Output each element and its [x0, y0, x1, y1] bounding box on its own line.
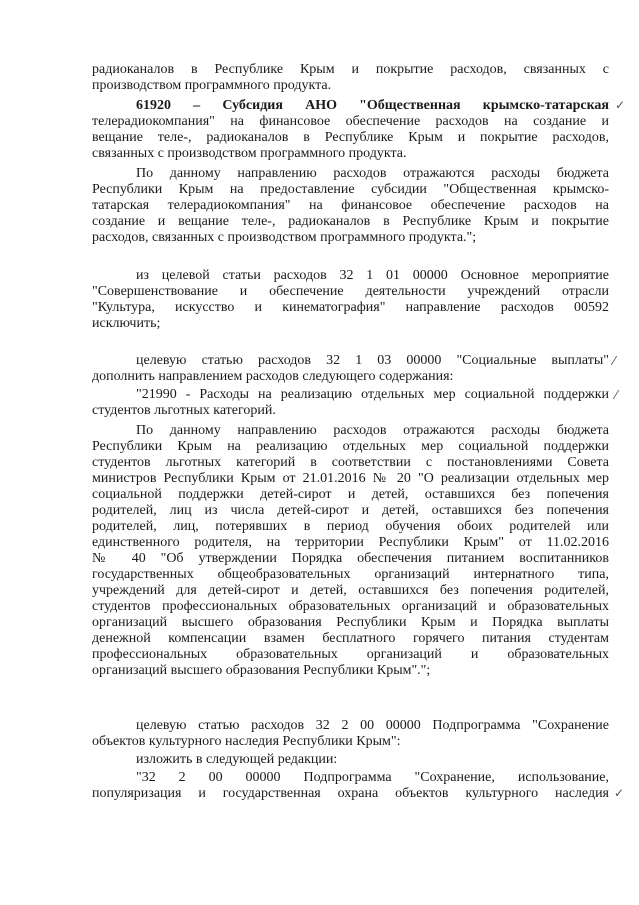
text-line: радиоканалов в Республике Крым и покрытие расходов, связанных с: [92, 62, 609, 77]
text-line: исключить;: [92, 316, 161, 331]
text-line: организаций высшего образования Республики Крым и Порядка выплаты: [92, 615, 609, 630]
text-line: социальной поддержки детей-сирот и детей, оставшихся без попечения: [92, 487, 609, 502]
text-line: целевую статью расходов 32 2 00 00000 Подпрограмма "Сохранение: [136, 718, 609, 733]
text-line: из целевой статьи расходов 32 1 01 00000 Основное мероприятие: [136, 268, 609, 283]
text-line: вещание теле-, радиоканалов в Республике Крым и покрытие расходов,: [92, 130, 609, 145]
text-line: организаций высшего образования Республики Крым".";: [92, 663, 431, 678]
text-line: целевую статью расходов 32 1 03 00000 "Социальные выплаты": [136, 353, 609, 368]
text-line: Республики Крым на реализацию отдельных мер социальной поддержки: [92, 439, 609, 454]
text-line: расходов, связанных с производством программного продукта.";: [92, 230, 477, 245]
text-line: дополнить направлением расходов следующего содержания:: [92, 369, 454, 384]
checkmark-icon: ✓: [615, 98, 626, 112]
text-line: популяризация и государственная охрана объектов культурного наследия: [92, 786, 609, 801]
text-line: государственных общеобразовательных организаций интернатного типа,: [92, 567, 609, 582]
text-line: Республики Крым на предоставление субсидии "Общественная крымско-: [92, 182, 609, 197]
text-line: По данному направлению расходов отражаются расходы бюджета: [136, 423, 609, 438]
text-line: "32 2 00 00000 Подпрограмма "Сохранение, использование,: [136, 770, 609, 785]
checkmark-icon: ✓: [614, 786, 625, 800]
checkmark-icon: ⁄: [615, 388, 618, 402]
text-line: студентов льготных категорий в соответствии с постановлениями Совета: [92, 455, 609, 470]
text-line: телерадиокомпания" на финансовое обеспечение расходов на создание и: [92, 114, 609, 129]
text-line: "Совершенствование и обеспечение деятельности учреждений отрасли: [92, 284, 609, 299]
text-line: учреждений для детей-сирот и детей, оставшихся без попечения родителей,: [92, 583, 609, 598]
text-line: создание и вещание теле-, радиоканалов в Республике Крым и покрытие: [92, 214, 609, 229]
text-line: связанных с производством программного продукта.: [92, 146, 407, 161]
text-line: студентов профессиональных образовательных организаций и образовательных: [92, 599, 609, 614]
text-line: производством программного продукта.: [92, 78, 332, 93]
text-line: родителей, лиц из числа детей-сирот и детей, оставшихся без попечения: [92, 503, 609, 518]
text-line: "21990 - Расходы на реализацию отдельных мер социальной поддержки: [136, 387, 609, 402]
text-line: денежной компенсации взамен бесплатного горячего питания студентам: [92, 631, 609, 646]
text-line: объектов культурного наследия Республики Крым":: [92, 734, 401, 749]
text-line: № 40 "Об утверждении Порядка обеспечения питанием воспитанников: [92, 551, 609, 566]
text-line: студентов льготных категорий.: [92, 403, 276, 418]
text-line: профессиональных образовательных организаций и образовательных: [92, 647, 609, 662]
text-line: единственного родителя, на территории Республики Крым" от 11.02.2016: [92, 535, 609, 550]
checkmark-icon: ⁄: [613, 354, 616, 368]
text-line: По данному направлению расходов отражаются расходы бюджета: [136, 166, 609, 181]
text-line: татарская телерадиокомпания" на финансовое обеспечение расходов на: [92, 198, 609, 213]
text-line: "Культура, искусство и кинематография" направление расходов 00592: [92, 300, 609, 315]
text-line: 61920 – Субсидия АНО "Общественная крымско-татарская: [136, 98, 609, 113]
text-line: министров Республики Крым от 21.01.2016 № 20 "О реализации отдельных мер: [92, 471, 609, 486]
text-line: родителей, лиц, потерявших в период обучения обоих родителей или: [92, 519, 609, 534]
text-line: изложить в следующей редакции:: [136, 752, 338, 767]
